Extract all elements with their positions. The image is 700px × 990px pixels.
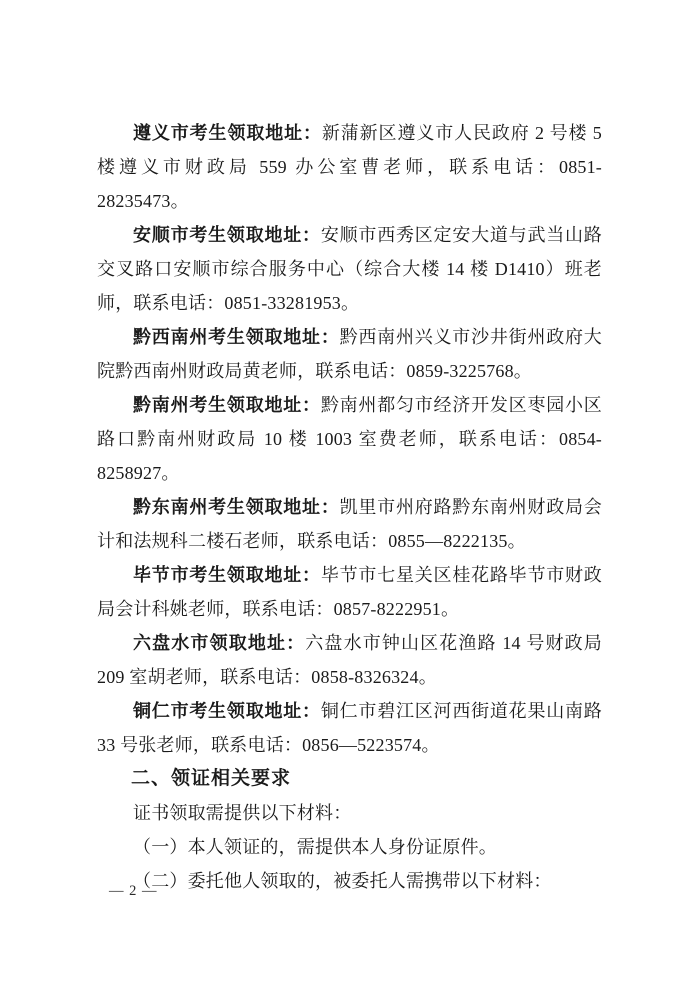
address-paragraph-qiandongnan [97,490,602,558]
address-label-tongren: 铜仁市考生领取地址： [133,701,321,721]
document-body [97,116,602,898]
address-label-qiannan: 黔南州考生领取地址： [133,395,321,415]
address-text-qianxinan: 黔西南州兴义市沙井街州政府大院黔西南州财政局黄老师，联系电话：0859-3225768。 [97,327,602,381]
address-paragraph-liupanshui [97,626,602,694]
address-paragraph-zunyi [97,116,602,218]
address-text-bijie: 毕节市七星关区桂花路毕节市财政局会计科姚老师，联系电话：0857-8222951。 [97,565,603,619]
address-label-zunyi: 遵义市考生领取地址： [133,123,322,143]
address-label-bijie: 毕节市考生领取地址： [133,565,321,585]
address-label-anshun: 安顺市考生领取地址： [133,225,321,245]
address-paragraph-tongren [97,694,602,762]
address-paragraph-qiannan [97,388,602,490]
address-label-qiandongnan: 黔东南州考生领取地址： [133,497,340,517]
requirement-intro-line: 证书领取需提供以下材料： [133,803,352,823]
address-paragraph-bijie [97,558,602,626]
requirement-item-2: （二）委托他人领取的，被委托人需携带以下材料： [133,871,552,891]
address-label-qianxinan: 黔西南州考生领取地址： [133,327,340,347]
address-text-qiandongnan: 凯里市州府路黔东南州财政局会计和法规科二楼石老师，联系电话：0855—8222135。 [97,497,602,551]
address-label-liupanshui: 六盘水市领取地址： [133,633,306,653]
address-text-qiannan: 黔南州都匀市经济开发区枣园小区路口黔南州财政局 10 楼 1003 室费老师，联系电话：0854-8258927。 [97,395,603,483]
page-number: — 2 — [109,883,158,899]
address-paragraph-qianxinan [97,320,602,388]
address-text-zunyi: 新蒲新区遵义市人民政府 2 号楼 5 楼遵义市财政局 559 办公室曹老师，联系电话：0851-28235473。 [97,123,602,211]
address-text-tongren: 铜仁市碧江区河西街道花果山南路 33 号张老师，联系电话：0856—5223574。 [97,701,603,755]
address-text-anshun: 安顺市西秀区定安大道与武当山路交叉路口安顺市综合服务中心（综合大楼 14 楼 D1410）班老师，联系电话：0851-33281953。 [97,225,603,313]
requirement-item-1: （一）本人领证的，需提供本人身份证原件。 [133,837,497,857]
section-heading: 二、领证相关要求 [131,768,292,789]
address-text-liupanshui: 六盘水市钟山区花渔路 14 号财政局 209 室胡老师，联系电话：0858-8326324。 [97,633,602,687]
address-paragraph-anshun [97,218,602,320]
